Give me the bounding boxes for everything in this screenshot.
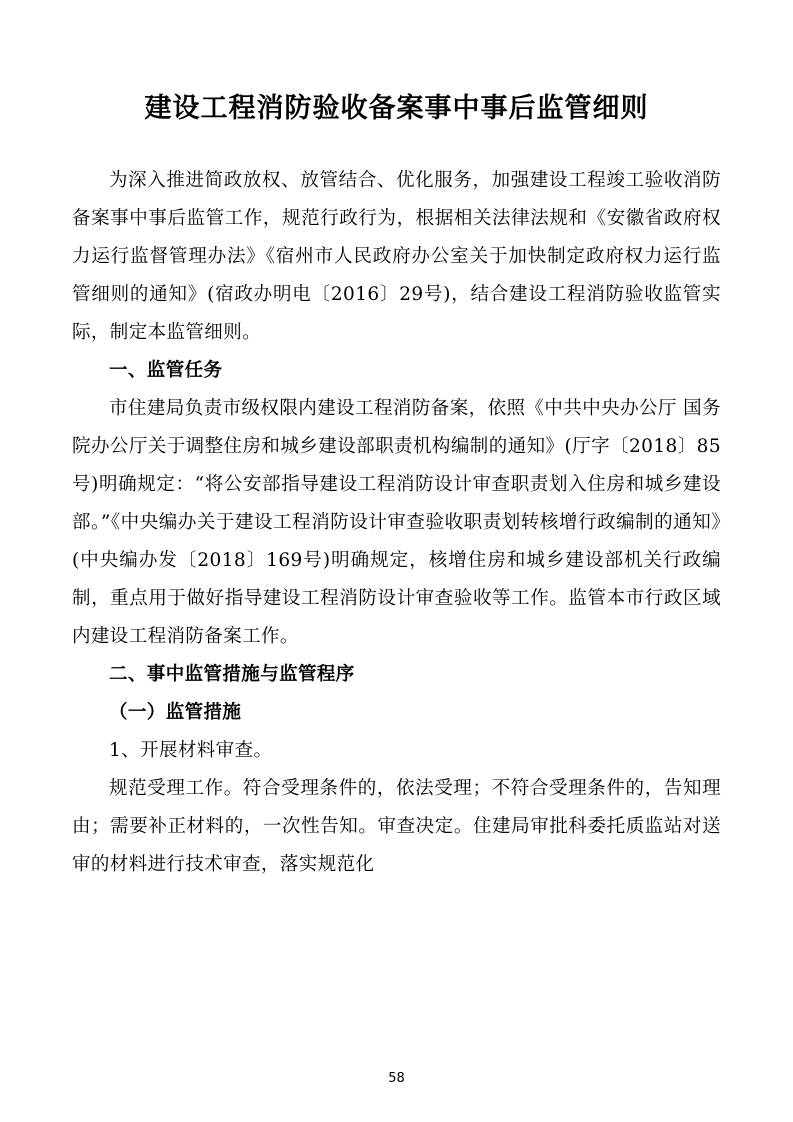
section-heading-two: 二、事中监管措施与监管程序 [109, 663, 355, 685]
page-title: 建设工程消防验收备案事中事后监管细则 [144, 93, 649, 124]
page-number: 58 [388, 1071, 405, 1086]
paragraph-item-one-body: 规范受理工作。符合受理条件的，依法受理；不符合受理条件的，告知理由；需要补正材料的，一次性告知。审查决定。住建局审批科委托质监站对送审的材料进行技术审查，落实规范化 [72, 777, 721, 875]
section-heading-one: 一、监管任务 [109, 359, 223, 381]
paragraph-section-one-body: 市住建局负责市级权限内建设工程消防备案，依照《中共中央办公厅 国务院办公厅关于调整住房和城乡建设部职责机构编制的通知》(厅字〔2018〕85号)明确规定：“将公安部指导建设工程消防设计审查职责划入住房和城乡建设部。”《中央编办关于建设工程消防设计审查验收职责划转核增行政编制的通知》(中央编办发〔2018〕169号)明确规定，核增住房和城乡建设部机关行政编制，重点用于做好指导建设工程消防设计审查验收等工作。监管本市行政区域内建设工程消防备案工作。 [72, 397, 721, 647]
paragraph-intro: 为深入推进简政放权、放管结合、优化服务，加强建设工程竣工验收消防备案事中事后监管工作，规范行政行为，根据相关法律法规和《安徽省政府权力运行监督管理办法》《宿州市人民政府办公室关于加快制定政府权力运行监管细则的通知》(宿政办明电〔2016〕29号)，结合建设工程消防验收监管实际，制定本监管细则。 [72, 169, 721, 343]
list-item-one: 1、开展材料审查。 [109, 739, 273, 761]
subsection-heading-one: （一）监管措施 [109, 701, 242, 723]
